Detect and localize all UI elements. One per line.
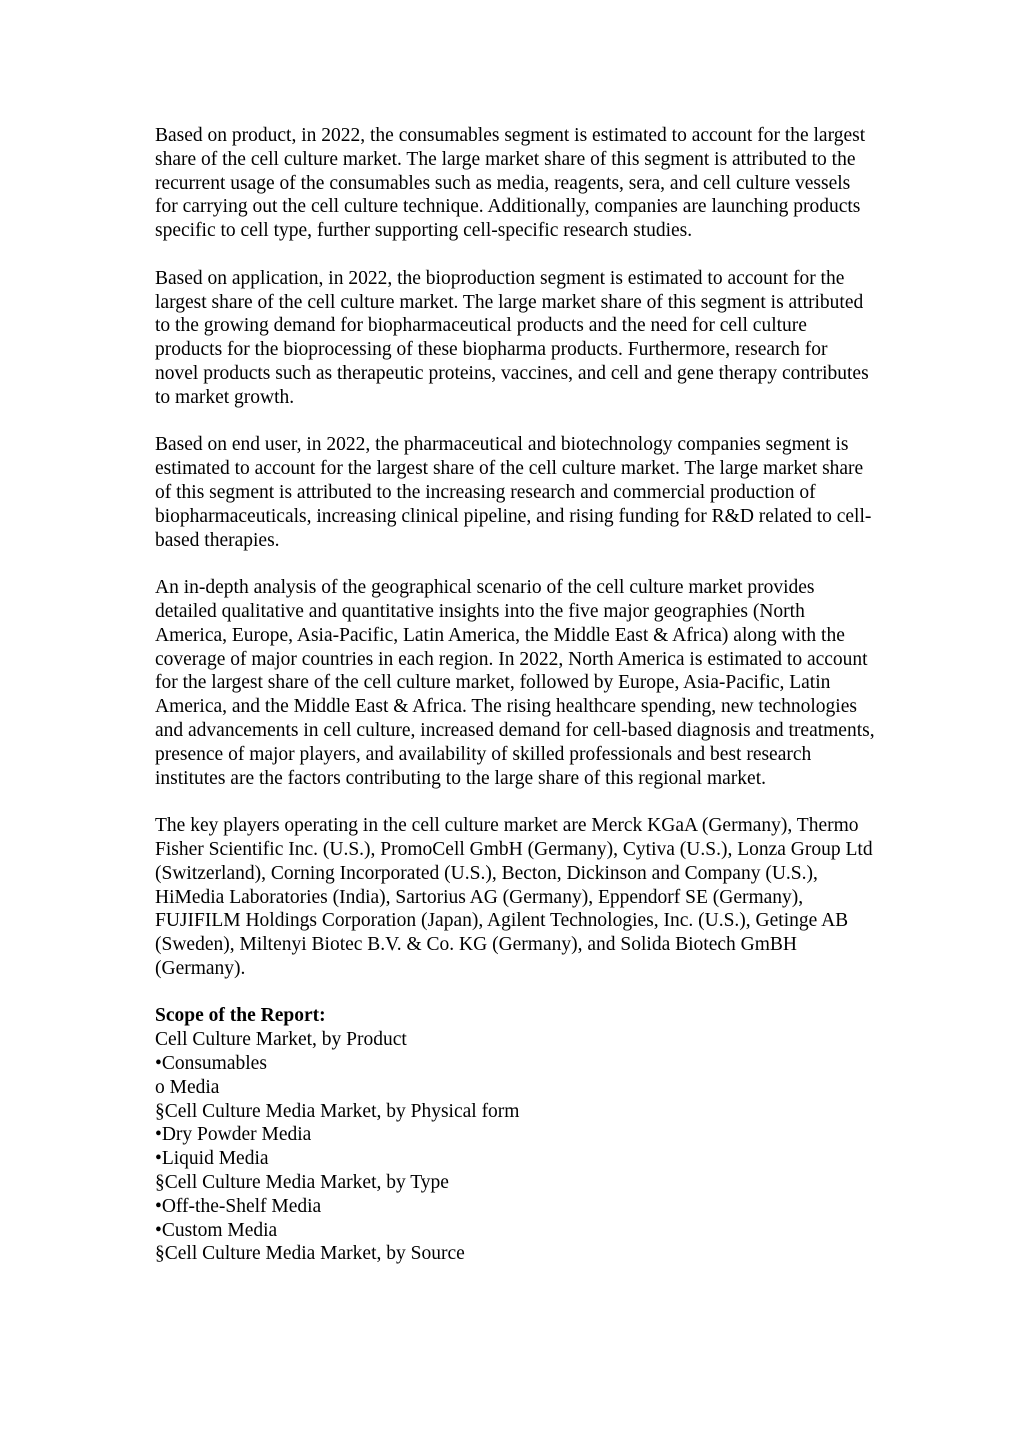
scope-line: •Off-the-Shelf Media	[155, 1195, 322, 1217]
paragraph-product-segment: Based on product, in 2022, the consumables segment is estimated to account for the largest share of the cell culture market. The large market share of this segment is attributed to the recurrent usage of the consumables such as media, reagents, sera, and cell culture vessels for carrying out the cell culture technique. Additionally, companies are launching products specific to cell type, further supporting cell-specific research studies.	[155, 125, 866, 242]
scope-line: •Liquid Media	[155, 1148, 269, 1170]
scope-heading: Scope of the Report:	[155, 1005, 326, 1027]
scope-line: §Cell Culture Media Market, by Physical form	[155, 1100, 520, 1122]
paragraph-application-segment: Based on application, in 2022, the bioproduction segment is estimated to account for the largest share of the cell culture market. The large market share of this segment is attributed to the growing demand for biopharmaceutical products and the need for cell culture products for the bioprocessing of these biopharma products. Furthermore, research for novel products such as therapeutic proteins, vaccines, and cell and gene therapy contributes to market growth.	[155, 267, 869, 408]
scope-line: §Cell Culture Media Market, by Type	[155, 1172, 449, 1194]
paragraph-key-players: The key players operating in the cell culture market are Merck KGaA (Germany), Thermo Fisher Scientific Inc. (U.S.), PromoCell GmbH (Germany), Cytiva (U.S.), Lonza Group Ltd (Switzerland), Corning Incorporated (U.S.), Becton, Dickinson and Company (U.S.), HiMedia Laboratories (India), Sartorius AG (Germany), Eppendorf SE (Germany), FUJIFILM Holdings Corporation (Japan), Agilent Technologies, Inc. (U.S.), Getinge AB (Sweden), Miltenyi Biotec B.V. & Co. KG (Germany), and Solida Biotech GmBH (Germany).	[155, 815, 873, 979]
scope-line: §Cell Culture Media Market, by Source	[155, 1243, 465, 1265]
scope-section	[155, 1004, 875, 1266]
scope-line: Cell Culture Market, by Product	[155, 1029, 407, 1051]
scope-line: o Media	[155, 1076, 220, 1098]
paragraph-geographical-analysis: An in-depth analysis of the geographical scenario of the cell culture market provides detailed qualitative and quantitative insights into the five major geographies (North America, Europe, Asia-Pacific, Latin America, the Middle East & Africa) along with the coverage of major countries in each region. In 2022, North America is estimated to account for the largest share of the cell culture market, followed by Europe, Asia-Pacific, Latin America, and the Middle East & Africa. The rising healthcare spending, new technologies and advancements in cell culture, increased demand for cell-based diagnosis and treatments, presence of major players, and availability of skilled professionals and best research institutes are the factors contributing to the large share of this regional market.	[155, 577, 875, 789]
scope-line: •Consumables	[155, 1053, 267, 1075]
document-page	[155, 124, 875, 1266]
scope-line: •Dry Powder Media	[155, 1124, 312, 1146]
paragraph-end-user-segment: Based on end user, in 2022, the pharmaceutical and biotechnology companies segment is estimated to account for the largest share of the cell culture market. The large market share of this segment is attributed to the increasing research and commercial production of biopharmaceuticals, increasing clinical pipeline, and rising funding for R&D related to cell-based therapies.	[155, 434, 872, 551]
scope-line: •Custom Media	[155, 1219, 278, 1241]
